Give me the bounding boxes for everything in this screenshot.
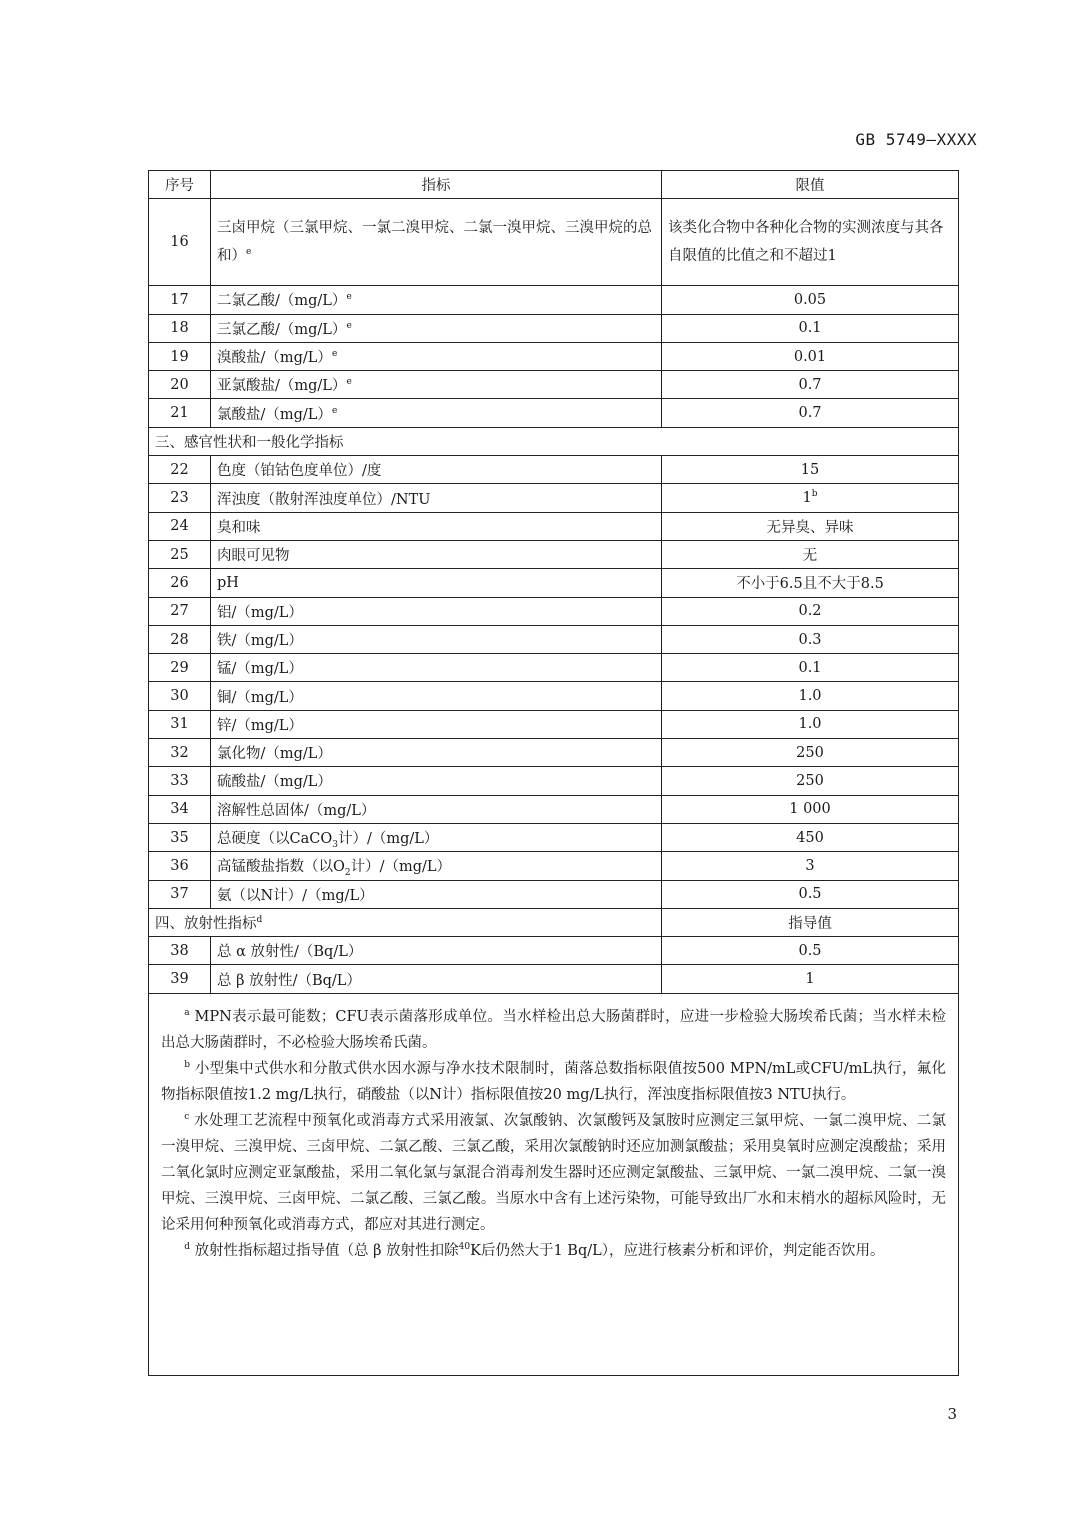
indicator-table (148, 170, 959, 1376)
footnotes-cell (149, 993, 959, 1375)
limit-cell: 0.2 (662, 597, 959, 625)
column-header-limit: 限值 (662, 171, 959, 199)
table-row (149, 540, 959, 568)
table-row (149, 597, 959, 625)
footnote-mark: d (184, 1241, 190, 1252)
limit-cell: 0.1 (662, 314, 959, 342)
footnote-mark: e (246, 247, 252, 258)
limit-cell: 0.1 (662, 654, 959, 682)
row-number: 18 (149, 314, 211, 342)
indicator-text: 溶解性总固体/（mg/L） (217, 802, 376, 819)
footnote-text: 小型集中式供水和分散式供水因水源与净水技术限制时，菌落总数指标限值按500 MPN/mL或CFU/mL执行，氟化物指标限值按1.2 mg/L执行，硝酸盐（以N计）指标限值按20 mg/L执行，浑浊度指标限值按3 NTU执行。 (161, 1060, 946, 1103)
footnote-c (161, 1108, 946, 1238)
indicator-cell (211, 767, 662, 795)
table-row (149, 823, 959, 851)
indicator-cell (211, 852, 662, 880)
indicator-text: 臭和味 (217, 519, 261, 536)
footnote-mark: e (331, 349, 338, 360)
limit-cell: 该类化合物中各种化合物的实测浓度与其各自限值的比值之和不超过1 (662, 199, 959, 286)
row-number: 36 (149, 852, 211, 880)
row-number: 35 (149, 823, 211, 851)
footnote-mark: c (184, 1111, 190, 1122)
table-row (149, 852, 959, 880)
indicator-cell (211, 199, 662, 286)
footnote-mark: b (811, 489, 818, 500)
indicator-text: 氯酸盐/（mg/L） (217, 406, 332, 423)
row-number: 20 (149, 371, 211, 399)
indicator-text: 氯化物/（mg/L） (217, 746, 332, 763)
limit-cell: 0.05 (662, 286, 959, 314)
footnote-mark: a (184, 1007, 190, 1018)
table-row (149, 937, 959, 965)
limit-cell: 15 (662, 456, 959, 484)
footnote-text: MPN表示最可能数；CFU表示菌落形成单位。当水样检出总大肠菌群时，应进一步检验大肠埃希氏菌；当水样未检出总大肠菌群时，不必检验大肠埃希氏菌。 (161, 1008, 947, 1051)
table-row (149, 767, 959, 795)
row-number: 21 (149, 399, 211, 427)
indicator-cell (211, 654, 662, 682)
indicator-cell (211, 456, 662, 484)
limit-cell: 3 (662, 852, 959, 880)
row-number: 33 (149, 767, 211, 795)
table-row (149, 625, 959, 653)
indicator-text: 铁/（mg/L） (217, 633, 303, 649)
limit-cell: 250 (662, 739, 959, 767)
footnote-mark: d (256, 915, 263, 926)
indicator-text: 锌/（mg/L） (217, 717, 303, 734)
indicator-text: 总 α 放射性/（Bq/L） (217, 944, 363, 961)
page-number: 3 (947, 1405, 957, 1423)
indicator-cell (211, 540, 662, 568)
indicator-cell (211, 625, 662, 653)
indicator-text: 二氯乙酸/（mg/L） (217, 293, 347, 310)
section-row (149, 427, 959, 455)
footnote-mark: b (184, 1059, 190, 1070)
table-row (149, 682, 959, 710)
indicator-text: 色度（铂钴色度单位）/度 (217, 463, 382, 480)
row-number: 26 (149, 569, 211, 597)
table-row (149, 399, 959, 427)
indicator-text: 溴酸盐/（mg/L） (217, 350, 332, 367)
footnote-text: 水处理工艺流程中预氧化或消毒方式采用液氯、次氯酸钠、次氯酸钙及氯胺时应测定三氯甲烷、一氯二溴甲烷、二氯一溴甲烷、三溴甲烷、三卤甲烷、二氯乙酸、三氯乙酸，采用次氯酸钠时还应加测氯酸盐；采用臭氧时应测定溴酸盐；采用二氧化氯时应测定亚氯酸盐，采用二氧化氯与氯混合消毒剂发生器时还应测定氯酸盐、三氯甲烷、一氯二溴甲烷、二氯一溴甲烷、三溴甲烷、三卤甲烷、二氯乙酸、三氯乙酸。当原水中含有上述污染物，可能导致出厂水和末梢水的超标风险时，无论采用何种预氧化或消毒方式，都应对其进行测定。 (161, 1112, 946, 1233)
table-header-row (149, 171, 959, 199)
indicator-cell (211, 710, 662, 738)
footnote-mark: e (331, 405, 338, 416)
limit-cell: 1 (662, 965, 959, 993)
indicator-cell (211, 739, 662, 767)
limit-cell: 1.0 (662, 710, 959, 738)
limit-cell: 不小于6.5且不大于8.5 (662, 569, 959, 597)
limit-text: 1 (802, 490, 812, 507)
table-row (149, 199, 959, 286)
footnote-b (161, 1056, 946, 1108)
limit-cell: 450 (662, 823, 959, 851)
indicator-text: 亚氯酸盐/（mg/L） (217, 378, 347, 395)
indicator-cell (211, 937, 662, 965)
table-row (149, 371, 959, 399)
row-number: 30 (149, 682, 211, 710)
table-row (149, 314, 959, 342)
guide-value-header: 指导值 (662, 908, 959, 936)
table-row (149, 512, 959, 540)
table-row (149, 795, 959, 823)
table-row (149, 484, 959, 512)
indicator-text: 高锰酸盐指数（以O (217, 859, 345, 876)
indicator-text: 硫酸盐/（mg/L） (217, 774, 332, 791)
row-number: 19 (149, 342, 211, 370)
row-number: 22 (149, 456, 211, 484)
row-number: 37 (149, 880, 211, 908)
table-row (149, 710, 959, 738)
indicator-text: 三卤甲烷（三氯甲烷、一氯二溴甲烷、二氯一溴甲烷、三溴甲烷的总和） (217, 220, 652, 265)
table-row (149, 342, 959, 370)
limit-cell: 0.5 (662, 880, 959, 908)
row-number: 32 (149, 739, 211, 767)
section-title (149, 908, 662, 936)
column-header-no: 序号 (149, 171, 211, 199)
indicator-cell (211, 682, 662, 710)
limit-cell: 0.3 (662, 625, 959, 653)
column-header-indicator: 指标 (211, 171, 662, 199)
row-number: 38 (149, 937, 211, 965)
indicator-text: 计）/（mg/L） (350, 859, 452, 876)
subscript: 3 (332, 839, 338, 850)
indicator-cell (211, 286, 662, 314)
row-number: 39 (149, 965, 211, 993)
footnote-mark: e (346, 292, 352, 303)
indicator-text: 总硬度（以CaCO (217, 831, 333, 848)
indicator-cell (211, 371, 662, 399)
footnote-text: 放射性指标超过指导值（总 β 放射性扣除 (194, 1242, 459, 1259)
indicator-text: 锰/（mg/L） (217, 661, 303, 678)
row-number: 34 (149, 795, 211, 823)
footnote-mark: e (346, 320, 352, 331)
row-number: 17 (149, 286, 211, 314)
limit-cell: 0.7 (662, 371, 959, 399)
indicator-cell: 浑浊度（散射浑浊度单位）/NTU (211, 484, 662, 512)
limit-cell: 无 (662, 540, 959, 568)
indicator-text: 计）/（mg/L） (337, 831, 439, 848)
indicator-text: pH (217, 574, 239, 591)
indicator-cell (211, 342, 662, 370)
limit-cell: 250 (662, 767, 959, 795)
indicator-cell (211, 795, 662, 823)
footnote-text: K后仍然大于1 Bq/L），应进行核素分析和评价，判定能否饮用。 (470, 1242, 885, 1259)
row-number: 29 (149, 654, 211, 682)
document-code: GB 5749—XXXX (855, 130, 977, 149)
subscript: 2 (344, 868, 351, 879)
indicator-cell (211, 569, 662, 597)
table-row (149, 569, 959, 597)
indicator-cell (211, 965, 662, 993)
indicator-cell (211, 399, 662, 427)
indicator-text: 铝/（mg/L） (217, 604, 303, 621)
table-row (149, 965, 959, 993)
limit-cell: 1 000 (662, 795, 959, 823)
indicator-cell: 氨（以N计）/（mg/L） (211, 880, 662, 908)
indicator-text: 三氯乙酸/（mg/L） (217, 321, 347, 338)
table-row (149, 654, 959, 682)
indicator-cell (211, 512, 662, 540)
table-row (149, 286, 959, 314)
limit-cell (662, 484, 959, 512)
footnote-a (161, 1004, 946, 1056)
row-number: 23 (149, 484, 211, 512)
footnote-mark: e (346, 377, 352, 388)
table-row (149, 456, 959, 484)
limit-cell: 无异臭、异味 (662, 512, 959, 540)
indicator-cell (211, 597, 662, 625)
indicator-text: 总 β 放射性/（Bq/L） (217, 972, 361, 989)
table-row (149, 739, 959, 767)
section-row (149, 908, 959, 936)
table-row (149, 880, 959, 908)
limit-cell: 0.01 (662, 342, 959, 370)
indicator-cell (211, 314, 662, 342)
row-number: 24 (149, 512, 211, 540)
indicator-text: 肉眼可见物 (217, 548, 290, 565)
footnote-d (161, 1238, 946, 1264)
limit-cell: 1.0 (662, 682, 959, 710)
row-number: 31 (149, 710, 211, 738)
section-title: 三、感官性状和一般化学指标 (149, 427, 959, 455)
isotope-mass: 40 (458, 1241, 471, 1252)
limit-cell: 0.7 (662, 399, 959, 427)
notes-row (149, 993, 959, 1375)
row-number: 25 (149, 540, 211, 568)
limit-cell: 0.5 (662, 937, 959, 965)
indicator-text: 铜/（mg/L） (217, 689, 303, 706)
section-text: 四、放射性指标 (155, 915, 257, 932)
row-number: 16 (149, 199, 211, 286)
row-number: 28 (149, 625, 211, 653)
row-number: 27 (149, 597, 211, 625)
indicator-cell (211, 823, 662, 851)
